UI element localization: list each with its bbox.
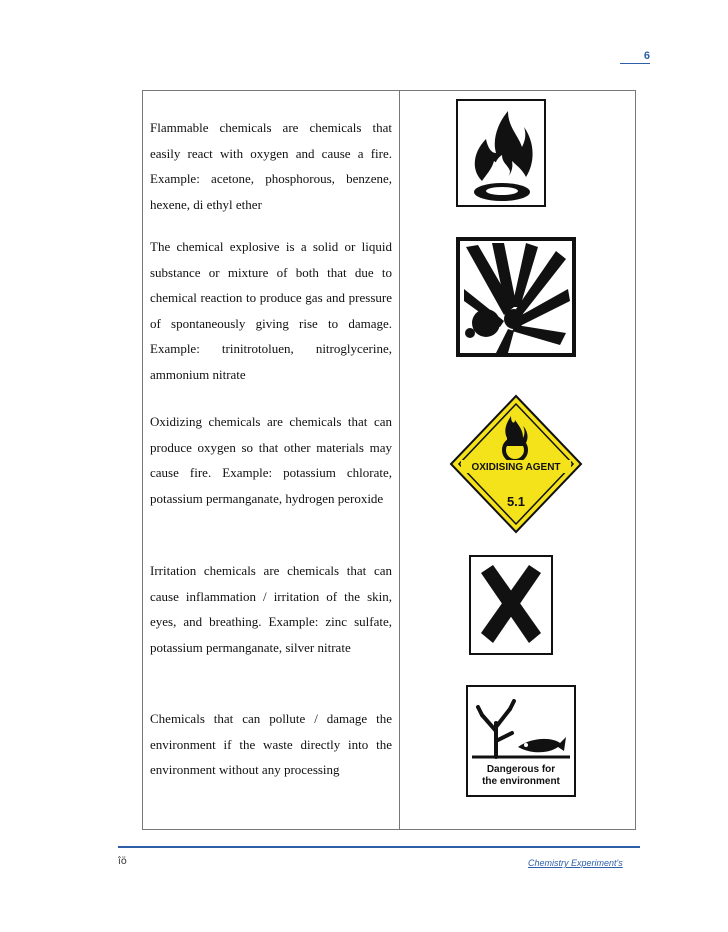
explosive-description: The chemical explosive is a solid or liquid substance or mixture of both that due to chemical reaction to produce gas and pressure of spontaneously giving rise to damage. Example: trinitrotoluen, nitroglycerine, ammonium nitrate xyxy=(150,239,392,382)
flame-icon xyxy=(456,99,546,207)
footer-left-mark: îö xyxy=(118,856,127,867)
page-number: 6 xyxy=(620,50,650,64)
environment-sign-label-2: the environment xyxy=(482,776,560,787)
environment-hazard-icon xyxy=(466,685,576,797)
oxidising-sign-label: OXIDISING AGENT xyxy=(471,462,561,473)
explosive-icon xyxy=(456,237,576,357)
column-divider xyxy=(399,91,400,829)
environment-description: Chemicals that can pollute / damage the environment if the waste directly into the environment without any processing xyxy=(150,711,392,777)
footer-title: Chemistry Experiment's xyxy=(528,858,623,868)
flammable-description: Flammable chemicals are chemicals that easily react with oxygen and cause a fire. Example: acetone, phosphorous, benzene, hexene, di ethyl ether xyxy=(150,120,392,212)
irritant-cross-icon xyxy=(469,555,553,655)
environment-sign-label-1: Dangerous for xyxy=(486,764,556,775)
oxidising-sign-class: 5.1 xyxy=(506,494,526,509)
irritant-description: Irritation chemicals are chemicals that can cause inflammation / irritation of the skin, eyes, and breathing. Example: zinc sulfate, potassium permanganate, silver nitrate xyxy=(150,563,392,655)
hazard-table xyxy=(142,90,636,830)
oxidizing-description: Oxidizing chemicals are chemicals that can produce oxygen so that other materials may cause fire. Example: potassium chlorate, potassium permanganate, hydrogen peroxide xyxy=(150,414,392,506)
oxidising-agent-icon xyxy=(449,394,583,534)
footer-rule xyxy=(118,846,640,848)
